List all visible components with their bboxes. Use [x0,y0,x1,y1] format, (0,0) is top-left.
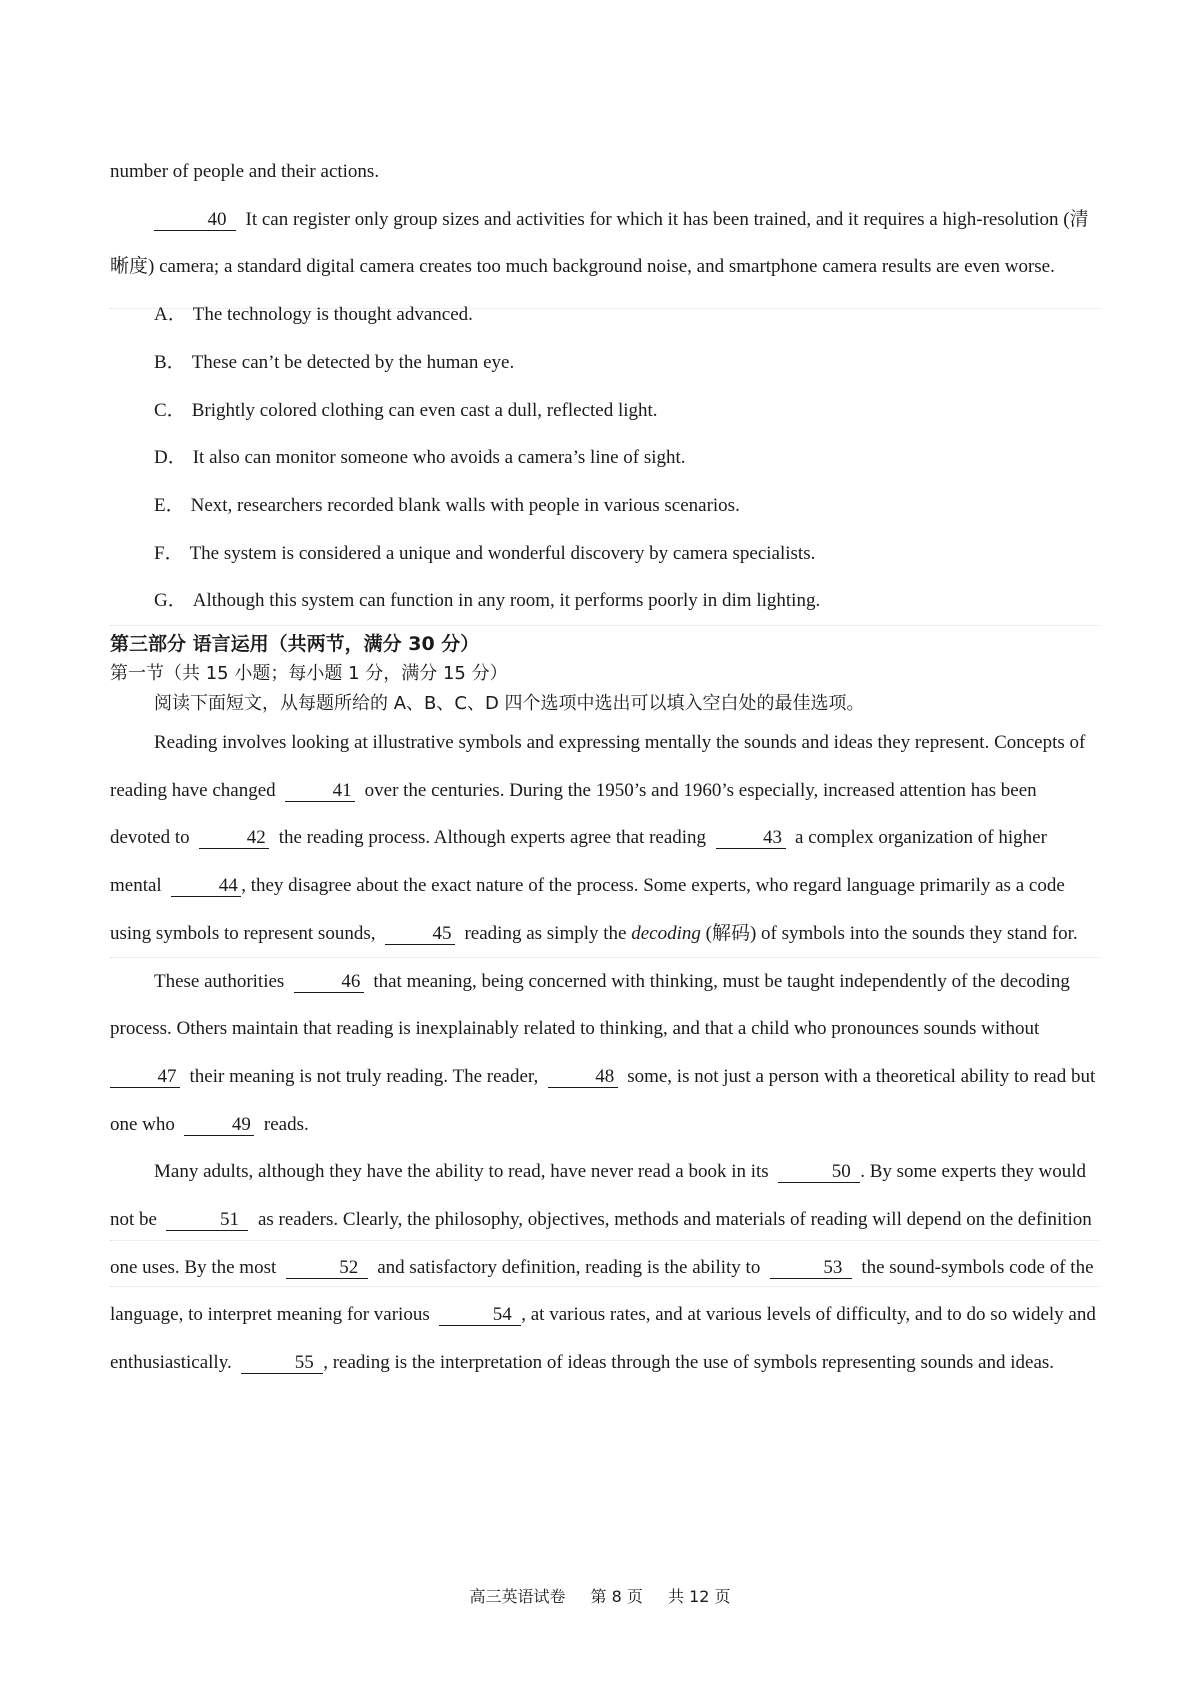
option-b: B． These can’t be detected by the human eye. [154,351,515,373]
option-e: E． Next, researchers recorded blank walls with people in various scenarios. [154,494,740,516]
footer-title: 高三英语试卷 [469,1587,566,1606]
section-3-subheading: 第一节（共 15 小题；每小题 1 分，满分 15 分） [110,663,508,685]
blank-48[interactable]: 48 [548,1067,618,1088]
blank-50[interactable]: 50 [778,1162,860,1183]
option-g: G． Although this system can function in any room, it performs poorly in dim lighting. [154,590,821,612]
blank-53[interactable]: 53 [770,1258,852,1279]
blank-44[interactable]: 44 [171,876,241,897]
footer-page-number: 第 8 页 [590,1587,643,1606]
blank-51[interactable]: 51 [166,1210,248,1231]
blank-41[interactable]: 41 [285,781,355,802]
blank-42[interactable]: 42 [199,828,269,849]
cloze-paragraph-3: Many adults, although they have the ability to read, have never read a book in its 50 . By some experts they would not be 51 as readers. Clearly, the philosophy, objectives, methods and materials of reading will depend on the definition one uses. By the most 52 and satisfactory definition, reading is the ability to 53 the sound-symbols code of the language, to interpret meaning for various 54 , at various rates, and at various levels of difficulty, and to do so widely and enthusiastically. 55 , reading is the interpretation of ideas through the use of symbols representing sounds and ideas. [110,1161,1096,1374]
option-c: C． Brightly colored clothing can even cast a dull, reflected light. [154,399,658,421]
cloze-paragraph-1: Reading involves looking at illustrative symbols and expressing mentally the sounds and ideas they represent. Concepts of reading have changed 41 over the centuries. During the 1950’s and 1960’s especially, increased attention has been devoted to 42 the reading process. Although experts agree that reading 43 a complex organization of higher mental 44 , they disagree about the exact nature of the process. Some experts, who regard language primarily as a code using symbols to represent sounds, 45 reading as simply the decoding (解码) of symbols into the sounds they stand for. [110,732,1086,944]
question-40-text: It can register only group sizes and activities for which it has been trained, and it requires a high-resolution (清晰度) camera; a standard digital camera creates too much background noise, and smartphone camera results are even worse. [110,208,1089,278]
section-3-instruction: 阅读下面短文，从每题所给的 A、B、C、D 四个选项中选出可以填入空白处的最佳选项。 [154,693,865,715]
blank-55[interactable]: 55 [241,1353,323,1374]
blank-52[interactable]: 52 [286,1258,368,1279]
blank-43[interactable]: 43 [716,828,786,849]
exam-page [110,148,1100,1387]
cloze-paragraph-2: These authorities 46 that meaning, being concerned with thinking, must be taught independently of the decoding process. Others maintain that reading is inexplainably related to thinking, and that a child who pronounces sounds without 47 their meaning is not truly reading. The reader, 48 some, is not just a person with a theoretical ability to read but one who 49 reads. [110,970,1096,1135]
blank-46[interactable]: 46 [294,972,364,993]
blank-49[interactable]: 49 [184,1115,254,1136]
section-3-heading: 第三部分 语言运用（共两节，满分 30 分） [110,633,480,656]
blank-40[interactable]: 40 [154,210,236,231]
question-40 [110,196,1100,291]
blank-54[interactable]: 54 [439,1305,521,1326]
blank-45[interactable]: 45 [385,924,455,945]
blank-47[interactable]: 47 [110,1067,180,1088]
footer-total-pages: 共 12 页 [668,1587,731,1606]
option-a: A． The technology is thought advanced. [154,304,473,326]
page-footer [0,1584,1200,1607]
passage-continuation: number of people and their actions. [110,161,380,182]
option-f: F． The system is considered a unique and wonderful discovery by camera specialists. [154,542,816,564]
option-d: D． It also can monitor someone who avoids a camera’s line of sight. [154,447,686,469]
option-list [110,291,1100,625]
